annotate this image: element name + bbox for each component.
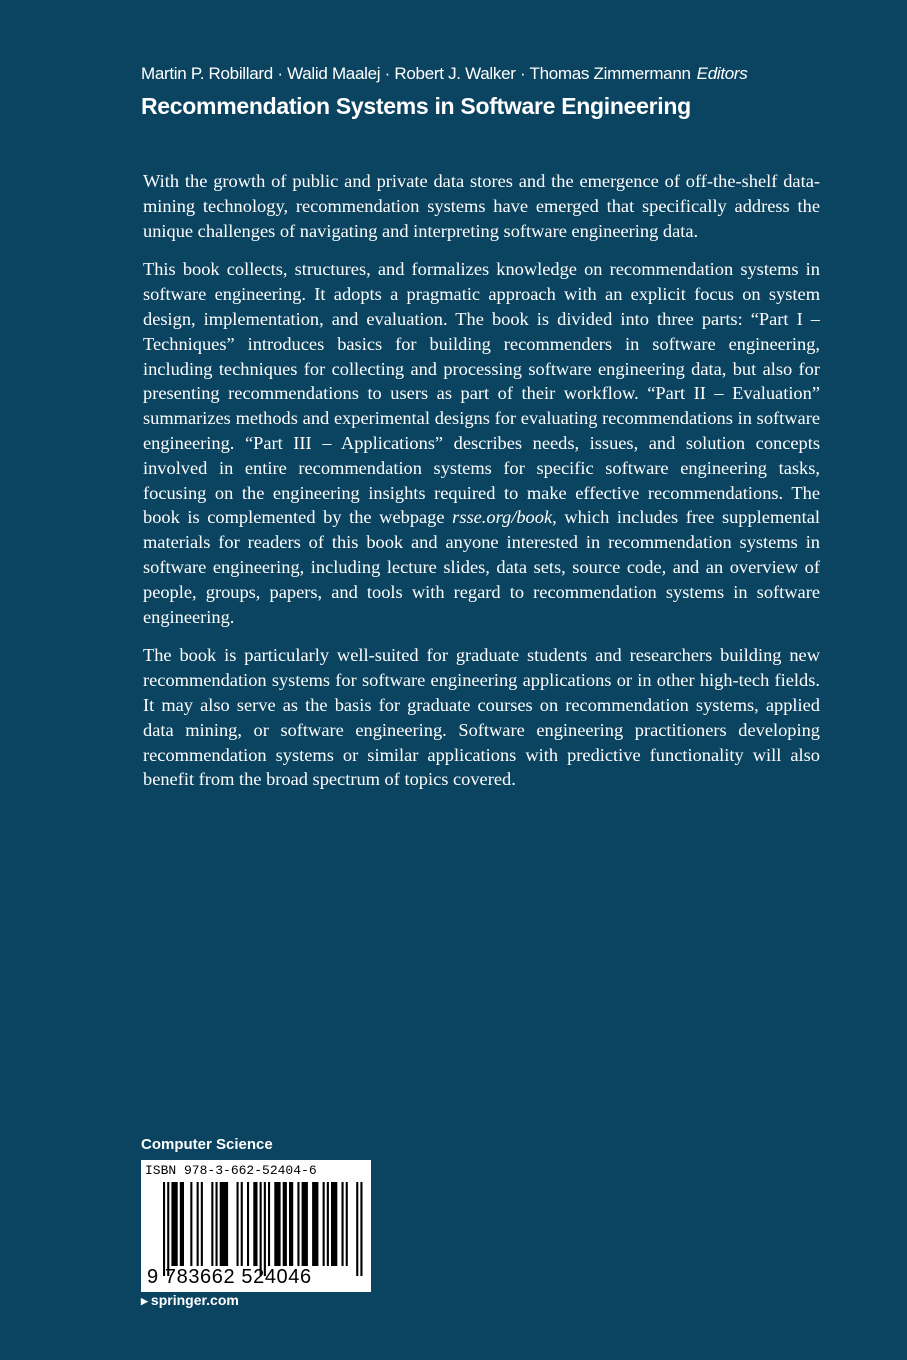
barcode-bar: [190, 1182, 192, 1266]
webpage-link: rsse.org/book: [452, 507, 553, 528]
paragraph-2-text-start: This book collects, structures, and formalizes knowledge on recommendation systems in software engineering. It adopts a pragmatic approach with an explicit focus on system design, implementation, and evaluation. The book is divided into three parts: “Part I – Techniques” introduces basics for building recommenders in software engineering, including techniques for collecting and processing software engineering data, but also for presenting recommendations to users as part of their workflow. “Part II – Evaluation” summarizes methods and experimental designs for evaluating recommendations in software engineering. “Part III – Applications” describes needs, issues, and solution concepts involved in entire recommendation systems for specific software engineering tasks, focusing on the engineering insights required to make effective recommendations. The book is complemented by the webpage: [143, 259, 820, 528]
subject-category: Computer Science: [141, 1136, 273, 1153]
description-paragraph-2: [143, 257, 820, 629]
barcode-bar: [289, 1182, 293, 1266]
barcode-bar: [211, 1182, 213, 1266]
paragraph-2-text-end: , which includes free supplemental materials for readers of this book and anyone interested in recommendation systems in software engineering, including lecture slides, data sets, source code, and an overview of people, groups, papers, and tools with regard to recommendation systems in software engineering.: [143, 507, 821, 627]
barcode-bar: [331, 1182, 337, 1266]
barcode-bar: [167, 1182, 169, 1276]
barcode-bar: [268, 1182, 270, 1266]
barcode-bar: [312, 1182, 318, 1266]
barcode-bar: [237, 1182, 239, 1266]
barcode-digits: 9 783662 524046: [147, 1266, 312, 1288]
barcode-bar: [241, 1182, 243, 1266]
barcode-bar: [360, 1182, 362, 1276]
barcode-bar: [201, 1182, 203, 1266]
barcode-bar: [346, 1182, 348, 1266]
barcode-bar: [323, 1182, 325, 1266]
isbn-barcode: [141, 1160, 371, 1292]
triangle-right-icon: ▶: [141, 1296, 148, 1306]
barcode-bar: [197, 1182, 199, 1266]
barcode-bar: [264, 1182, 266, 1276]
barcode-bar: [247, 1182, 249, 1266]
editor-names: Martin P. Robillard · Walid Maalej · Robert J. Walker · Thomas Zimmermann: [141, 64, 691, 83]
barcode-bar: [283, 1182, 287, 1266]
barcode-bar: [216, 1182, 218, 1266]
editors-role: Editors: [696, 64, 748, 83]
publisher-url-text: springer.com: [150, 1292, 239, 1308]
barcode-bar: [180, 1182, 184, 1266]
barcode-bar: [220, 1182, 228, 1266]
book-description: [143, 169, 820, 806]
barcode-bar: [327, 1182, 329, 1266]
barcode-bar: [253, 1182, 257, 1266]
barcode-bar: [356, 1182, 358, 1276]
barcode-bar: [260, 1182, 262, 1276]
publisher-url: [141, 1292, 239, 1308]
book-title: Recommendation Systems in Software Engineering: [141, 93, 691, 119]
barcode-bar: [342, 1182, 344, 1266]
barcode-bar: [171, 1182, 177, 1266]
barcode-bar: [302, 1182, 308, 1266]
barcode-bar: [297, 1182, 299, 1266]
barcode-bar: [163, 1182, 165, 1276]
barcode-bar: [274, 1182, 280, 1266]
description-paragraph-3: The book is particularly well-suited for graduate students and researchers building new recommendation systems for software engineering applications or in other high-tech fields. It may also serve as the basis for graduate courses on recommendation systems, applied data mining, or software engineering. Software engineering practitioners developing recommendation systems or similar applications with predictive functionality will also benefit from the broad spectrum of topics covered.: [143, 645, 820, 790]
editors-line: [141, 64, 747, 84]
isbn-label: ISBN 978-3-662-52404-6: [145, 1163, 317, 1178]
description-paragraph-1: With the growth of public and private data stores and the emergence of off-the-shelf data-mining technology, recommendation systems have emerged that specifically address the unique challenges of navigating and interpreting software engineering data.: [143, 171, 820, 241]
